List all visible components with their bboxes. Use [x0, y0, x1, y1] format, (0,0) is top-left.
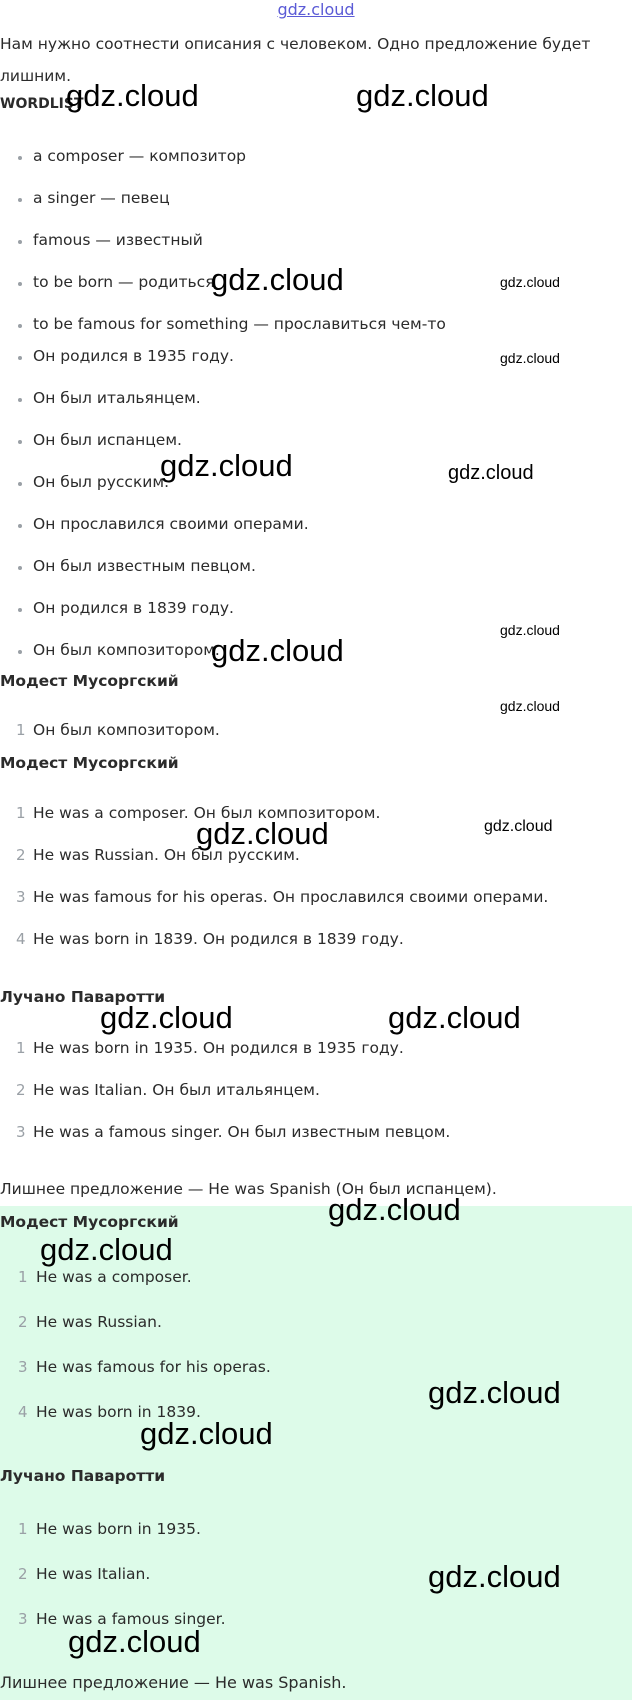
- item-number: 3: [18, 1358, 28, 1376]
- list-item: to be born — родиться: [33, 273, 215, 291]
- watermark: gdz.cloud: [40, 1232, 173, 1267]
- list-item: famous — известный: [33, 231, 203, 249]
- list-item: He was Russian.: [36, 1313, 162, 1331]
- item-number: 4: [16, 930, 26, 948]
- item-number: 3: [18, 1610, 28, 1628]
- watermark: gdz.cloud: [428, 1375, 561, 1410]
- item-number: 2: [16, 846, 26, 864]
- item-number: 2: [18, 1313, 28, 1331]
- item-number: 2: [18, 1565, 28, 1583]
- item-number: 1: [18, 1268, 28, 1286]
- watermark: gdz.cloud: [211, 262, 344, 297]
- site-logo[interactable]: gdz.cloud: [277, 0, 355, 19]
- watermark: gdz.cloud: [484, 818, 553, 835]
- watermark: gdz.cloud: [196, 816, 329, 851]
- extra-sentence: Лишнее предложение — He was Spanish (Он был испанцем).: [0, 1180, 497, 1198]
- watermark: gdz.cloud: [500, 698, 560, 714]
- example-heading: Модест Мусоргский: [0, 672, 179, 690]
- watermark: gdz.cloud: [100, 1000, 233, 1035]
- list-item: to be famous for something — прославиться чем-то: [33, 315, 446, 333]
- watermark: gdz.cloud: [328, 1192, 461, 1227]
- item-number: 1: [18, 1520, 28, 1538]
- list-item: Он прославился своими операми.: [33, 515, 309, 533]
- list-item: He was Russian. Он был русским.: [33, 846, 300, 864]
- list-item: a composer — композитор: [33, 147, 247, 165]
- watermark: gdz.cloud: [140, 1416, 273, 1451]
- answer-heading-mussorgsky: Модест Мусоргский: [0, 754, 179, 772]
- list-item: He was a composer.: [36, 1268, 192, 1286]
- item-number: 4: [18, 1403, 28, 1421]
- list-item: He was born in 1839.: [36, 1403, 201, 1421]
- watermark: gdz.cloud: [356, 78, 489, 113]
- list-item: Он был известным певцом.: [33, 557, 256, 575]
- list-item: He was born in 1935. Он родился в 1935 году.: [33, 1039, 404, 1057]
- task-intro: Нам нужно соотнести описания с человеком. Одно предложение будет лишним.: [0, 35, 591, 85]
- item-number: 1: [16, 721, 26, 739]
- list-item: Он был испанцем.: [33, 431, 182, 449]
- summary-extra-sentence: Лишнее предложение — He was Spanish.: [0, 1673, 347, 1692]
- list-item: Он родился в 1935 году.: [33, 347, 234, 365]
- list-item: He was Italian. Он был итальянцем.: [33, 1081, 320, 1099]
- watermark: gdz.cloud: [500, 274, 560, 290]
- watermark: gdz.cloud: [428, 1559, 561, 1594]
- list-item: He was a famous singer. Он был известным певцом.: [33, 1123, 451, 1141]
- watermark: gdz.cloud: [448, 462, 534, 484]
- wordlist-heading: WORDLIST: [0, 96, 84, 112]
- watermark: gdz.cloud: [68, 1624, 201, 1659]
- answer-heading-pavarotti: Лучано Паваротти: [0, 988, 166, 1006]
- list-item: Он был итальянцем.: [33, 389, 201, 407]
- item-number: 3: [16, 888, 26, 906]
- list-item: Он был композитором.: [33, 641, 220, 659]
- watermark: gdz.cloud: [500, 622, 560, 638]
- watermark: gdz.cloud: [211, 633, 344, 668]
- item-number: 3: [16, 1123, 26, 1141]
- watermark: gdz.cloud: [66, 78, 199, 113]
- list-item: Он был композитором.: [33, 721, 220, 739]
- list-item: He was born in 1935.: [36, 1520, 201, 1538]
- watermark: gdz.cloud: [160, 448, 293, 483]
- item-number: 1: [16, 804, 26, 822]
- summary-heading-pavarotti: Лучано Паваротти: [0, 1467, 166, 1485]
- list-item: He was famous for his operas.: [36, 1358, 271, 1376]
- watermark: gdz.cloud: [500, 350, 560, 366]
- watermark: gdz.cloud: [388, 1000, 521, 1035]
- list-item: Он родился в 1839 году.: [33, 599, 234, 617]
- list-item: He was a famous singer.: [36, 1610, 226, 1628]
- list-item: He was famous for his operas. Он прославился своими операми.: [33, 888, 549, 906]
- list-item: He was a composer. Он был композитором.: [33, 804, 381, 822]
- item-number: 1: [16, 1039, 26, 1057]
- list-item: a singer — певец: [33, 189, 170, 207]
- list-item: He was Italian.: [36, 1565, 151, 1583]
- list-item: Он был русским.: [33, 473, 170, 491]
- summary-heading-mussorgsky: Модест Мусоргский: [0, 1213, 179, 1231]
- item-number: 2: [16, 1081, 26, 1099]
- list-item: He was born in 1839. Он родился в 1839 году.: [33, 930, 404, 948]
